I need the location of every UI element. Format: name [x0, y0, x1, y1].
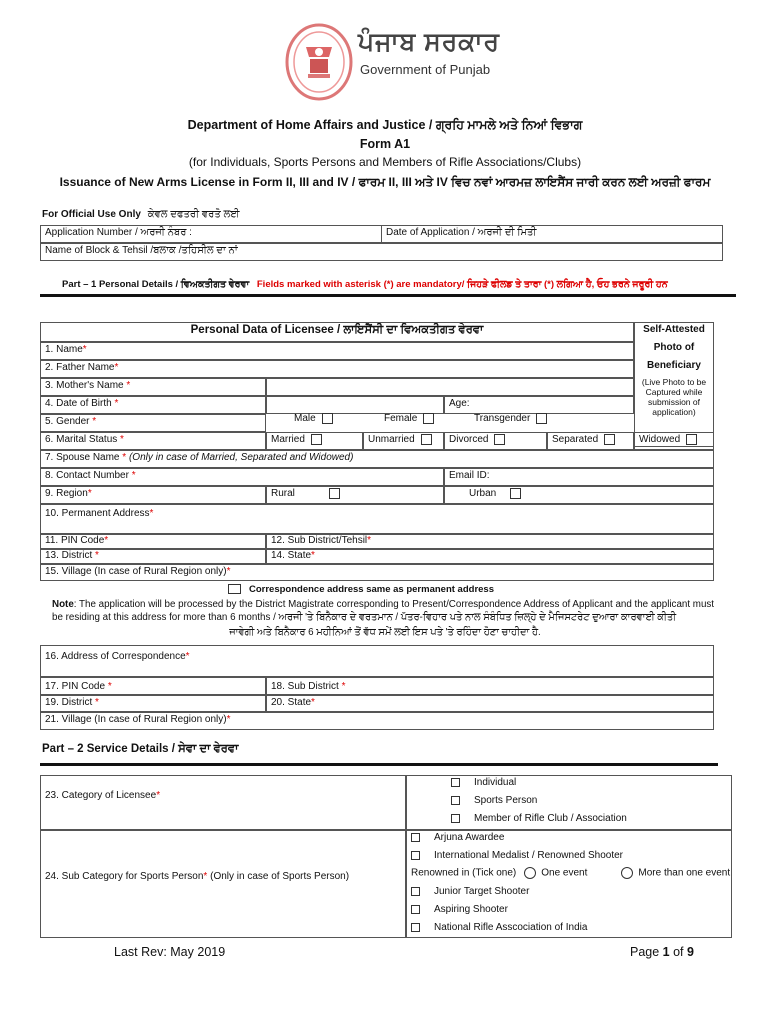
- application-number-label: Application Number / ਅਰਜੀ ਨੰਬਰ :: [45, 227, 192, 238]
- form-name: Form A1: [359, 137, 411, 151]
- subcat-international[interactable]: International Medalist / Renowned Shooter: [411, 850, 623, 861]
- name-field[interactable]: 1. Name*: [40, 342, 634, 360]
- photo-label-1: Self-Attested: [643, 324, 705, 335]
- separated-checkbox[interactable]: [604, 434, 615, 445]
- block-tehsil-field[interactable]: [40, 243, 723, 261]
- arjuna-checkbox[interactable]: [411, 833, 420, 842]
- last-revision: Last Rev: May 2019: [114, 945, 226, 959]
- gender-label: 5. Gender *: [40, 414, 266, 432]
- mother-name-label: 3. Mother's Name *: [40, 378, 266, 396]
- correspondence-address-field[interactable]: 16. Address of Correspondence*: [40, 645, 714, 677]
- married-checkbox[interactable]: [311, 434, 322, 445]
- official-use-heading: [42, 209, 240, 220]
- village-field[interactable]: 15. Village (In case of Rural Region only)*: [40, 564, 714, 581]
- village-2-field[interactable]: 21. Village (In case of Rural Region only)*: [40, 712, 714, 730]
- female-checkbox[interactable]: [423, 413, 434, 424]
- renowned-in-row: Renowned in (Tick one) One event More than one event: [411, 867, 731, 879]
- subcategory-options: [406, 830, 732, 938]
- date-of-application-label: Date of Application / ਅਰਜੀ ਦੀ ਮਿਤੀ: [386, 227, 537, 238]
- note-text-punjabi: ਜਾਵੇਗੀ ਅਤੇ ਬਿਨੈਕਾਰ 6 ਮਹੀਨਿਆਂ ਤੋਂ ਵੱਧ ਸਮੇਂ ਲਈ ਇਸ ਪਤੇ 'ਤੇ ਰਹਿੰਦਾ ਹੋਣਾ ਚਾਹੀਦਾ ਹੈ.: [229, 627, 541, 638]
- subcat-arjuna[interactable]: Arjuna Awardee: [411, 832, 504, 843]
- junior-checkbox[interactable]: [411, 887, 420, 896]
- official-use-pa: ਕੇਵਲ ਦਫਤਰੀ ਵਰਤੋ ਲਈ: [147, 209, 240, 220]
- marital-divorced[interactable]: Divorced: [444, 432, 547, 450]
- sub-district-2-field[interactable]: 18. Sub District *: [266, 677, 714, 695]
- part1-heading: [62, 279, 668, 290]
- gender-transgender[interactable]: Transgender: [470, 412, 580, 430]
- unmarried-checkbox[interactable]: [421, 434, 432, 445]
- district-field[interactable]: 13. District *: [40, 549, 266, 564]
- form-purpose: Issuance of New Arms License in Form II, III and IV / ਫਾਰਮ II, III ਅਤੇ IV ਵਿਚ ਨਵਾਂ ਆਰਮਜ਼ ਲਾਇਸੈਂਸ ਜਾਰੀ ਕਰਨ ਲਈ ਅਰਜ਼ੀ ਫਾਰਮ: [59, 175, 711, 189]
- region-rural[interactable]: Rural: [266, 486, 444, 504]
- same-address-label: Correspondence address same as permanent address: [249, 584, 494, 595]
- one-event-radio[interactable]: [524, 867, 536, 879]
- region-label: 9. Region*: [40, 486, 266, 504]
- logo-punjabi-text: ਪੰਜਾਬ ਸਰਕਾਰ: [358, 28, 500, 56]
- date-of-application-field[interactable]: [381, 225, 723, 243]
- photo-box[interactable]: [634, 322, 714, 447]
- age-field[interactable]: Age:: [444, 396, 634, 414]
- category-label: 23. Category of Licensee*: [40, 775, 406, 830]
- pin-code-field[interactable]: 11. PIN Code*: [40, 534, 266, 549]
- divorced-checkbox[interactable]: [494, 434, 505, 445]
- category-options: [406, 775, 732, 830]
- category-sports-person[interactable]: Sports Person: [451, 795, 537, 806]
- region-urban[interactable]: Urban: [444, 486, 714, 504]
- marital-widowed[interactable]: Widowed: [634, 432, 714, 450]
- contact-number-field[interactable]: 8. Contact Number *: [40, 468, 444, 486]
- marital-status-label: 6. Marital Status *: [40, 432, 266, 450]
- father-name-field[interactable]: 2. Father Name*: [40, 360, 634, 378]
- same-address-option[interactable]: [228, 584, 494, 595]
- individual-checkbox[interactable]: [451, 778, 460, 787]
- district-2-field[interactable]: 19. District *: [40, 695, 266, 712]
- photo-label-3: Beneficiary: [647, 360, 701, 371]
- mandatory-note: Fields marked with asterisk (*) are mandatory/ ਜਿਹੜੇ ਫੀਲਡ ਤੇ ਤਾਰਾ (*) ਲਗਿਆ ਹੈ, ਓਹ ਭਰਨੇ ਜਰੂਰੀ ਹਨ: [256, 279, 668, 290]
- divider: [40, 763, 718, 766]
- sports-person-checkbox[interactable]: [451, 796, 460, 805]
- marital-married[interactable]: Married: [266, 432, 363, 450]
- rural-checkbox[interactable]: [329, 488, 340, 499]
- logo-english-text: Government of Punjab: [360, 62, 491, 77]
- photo-label-2: Photo of: [653, 342, 695, 353]
- application-number-field[interactable]: [40, 225, 382, 243]
- nrai-checkbox[interactable]: [411, 923, 420, 932]
- subcat-nrai[interactable]: National Rifle Asscociation of India: [411, 922, 587, 933]
- mother-name-input[interactable]: [266, 378, 634, 396]
- international-checkbox[interactable]: [411, 851, 420, 860]
- dob-label: 4. Date of Birth *: [40, 396, 266, 414]
- rifle-club-checkbox[interactable]: [451, 814, 460, 823]
- category-individual[interactable]: Individual: [451, 777, 516, 788]
- subcat-junior[interactable]: Junior Target Shooter: [411, 886, 529, 897]
- pin-code-2-field[interactable]: 17. PIN Code *: [40, 677, 266, 695]
- state-field[interactable]: 14. State*: [266, 549, 714, 564]
- email-field[interactable]: Email ID:: [444, 468, 714, 486]
- punjab-emblem-logo: [284, 22, 354, 102]
- part1-title: Part – 1 Personal Details / ਵਿਅਕਤੀਗਤ ਵੇਰਵਾ: [62, 279, 250, 290]
- note-text: Note: The application will be processed by the District Magistrate corresponding to Present/Correspondence Address of Applicant and the applicant must be residing at this address for more than 6 months / ਅਰਜੀ 'ਤੇ ਬਿਨੈਕਾਰ ਦੇ ਵਰਤਮਾਨ / ਪੱਤਰ-ਵਿਹਾਰ ਪਤੇ ਨਾਲ ਸੰਬੰਧਿਤ ਜ਼ਿਲ੍ਹੇ ਦੇ ਮੈਜਿਸਟਰੇਟ ਦੁਆਰਾ ਕਾਰਵਾਈ ਕੀਤੀ: [52, 599, 715, 623]
- permanent-address-field[interactable]: 10. Permanent Address*: [40, 504, 714, 534]
- department-heading: Department of Home Affairs and Justice / ਗ੍ਰਹਿ ਮਾਮਲੇ ਅਤੇ ਨਿਆਂ ਵਿਭਾਗ: [187, 118, 583, 132]
- aspiring-checkbox[interactable]: [411, 905, 420, 914]
- official-use-en: For Official Use Only: [42, 209, 141, 220]
- page-number: Page 1 of 9: [630, 945, 694, 959]
- gender-male[interactable]: Male: [290, 412, 360, 430]
- spouse-name-field[interactable]: 7. Spouse Name * (Only in case of Married, Separated and Widowed): [40, 450, 714, 468]
- state-2-field[interactable]: 20. State*: [266, 695, 714, 712]
- male-checkbox[interactable]: [322, 413, 333, 424]
- form-for: (for Individuals, Sports Persons and Members of Rifle Associations/Clubs): [188, 155, 582, 169]
- category-rifle-club[interactable]: Member of Rifle Club / Association: [451, 813, 627, 824]
- gender-female[interactable]: Female: [380, 412, 450, 430]
- widowed-checkbox[interactable]: [686, 434, 697, 445]
- marital-separated[interactable]: Separated: [547, 432, 634, 450]
- part2-title: Part – 2 Service Details / ਸੇਵਾ ਦਾ ਵੇਰਵਾ: [42, 743, 239, 755]
- personal-data-heading: Personal Data of Licensee / ਲਾਇਸੈਂਸੀ ਦਾ ਵਿਅਕਤੀਗਤ ਵੇਰਵਾ: [40, 322, 634, 342]
- divider: [40, 294, 736, 297]
- more-than-one-radio[interactable]: [621, 867, 633, 879]
- urban-checkbox[interactable]: [510, 488, 521, 499]
- photo-note: (Live Photo to be Captured while submission of application): [641, 377, 707, 417]
- same-address-checkbox[interactable]: [228, 584, 241, 594]
- sub-district-field[interactable]: 12. Sub District/Tehsil*: [266, 534, 714, 549]
- marital-unmarried[interactable]: Unmarried: [363, 432, 444, 450]
- transgender-checkbox[interactable]: [536, 413, 547, 424]
- block-tehsil-label: Name of Block & Tehsil /ਬਲਾਕ /ਤਹਿਸੀਲ ਦਾ ਨਾਂ: [45, 245, 238, 256]
- subcat-aspiring[interactable]: Aspiring Shooter: [411, 904, 508, 915]
- subcategory-label: 24. Sub Category for Sports Person* (Only in case of Sports Person): [40, 830, 406, 938]
